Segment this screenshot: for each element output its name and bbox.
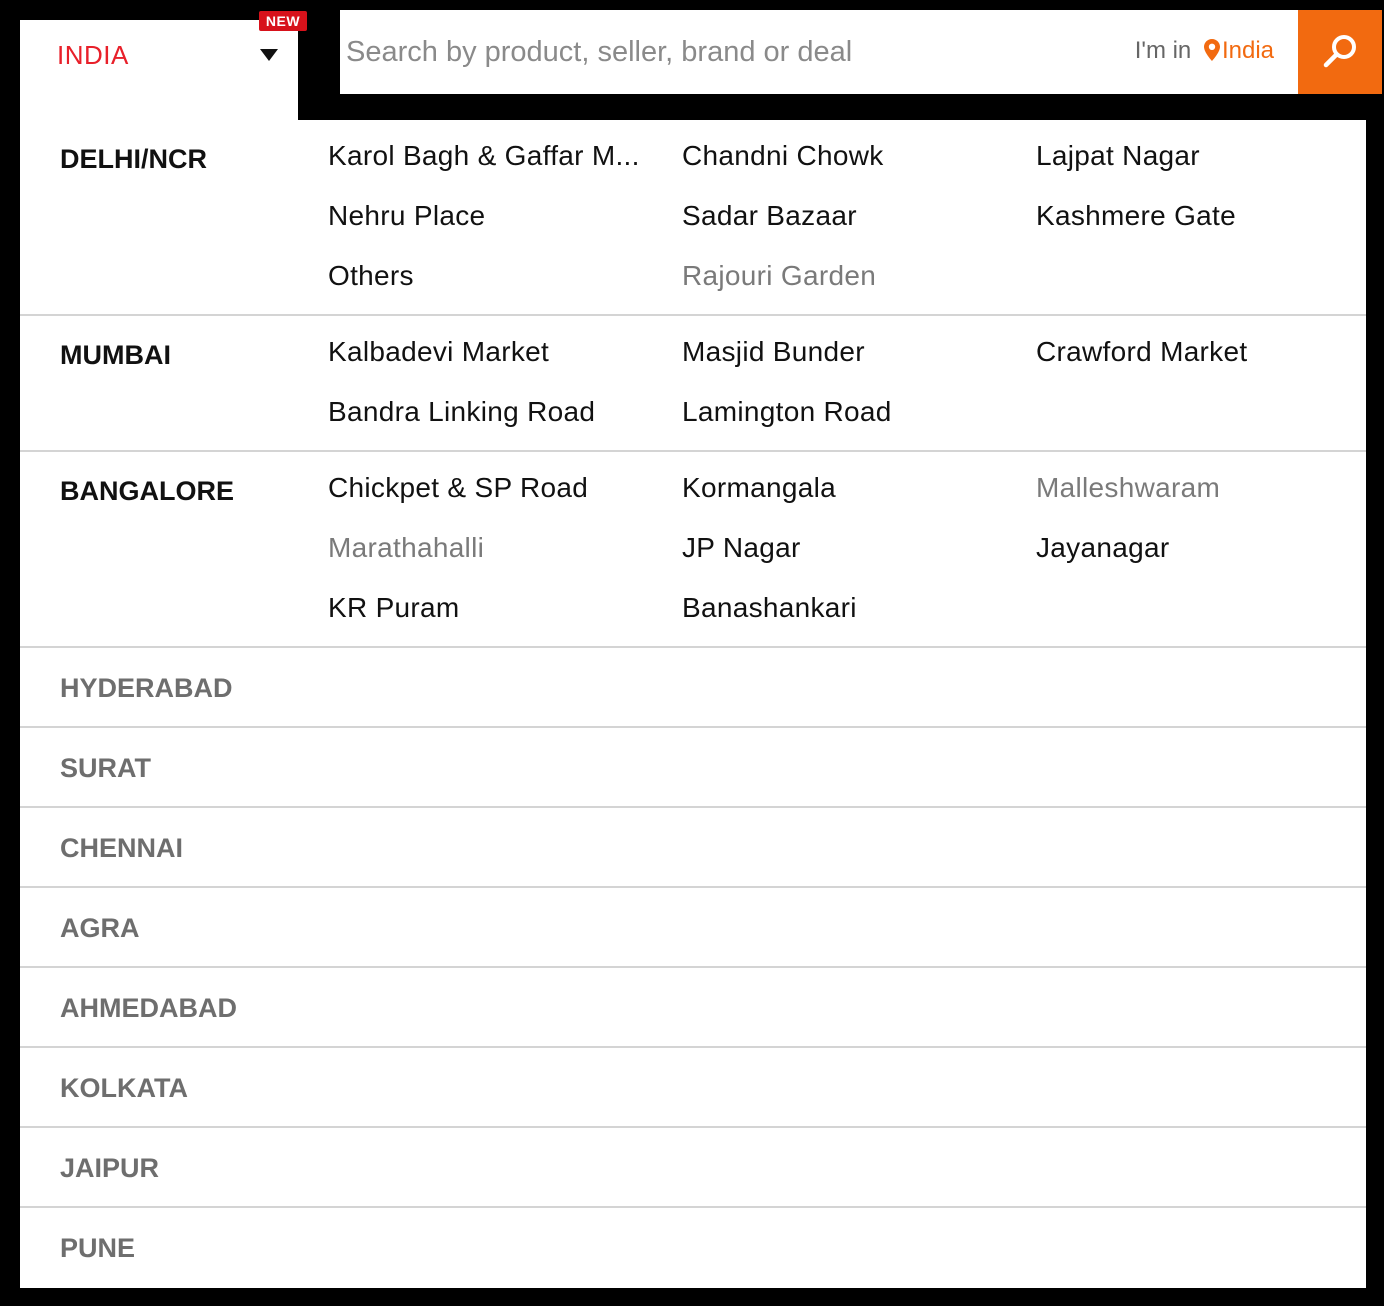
region-title: PUNE bbox=[60, 1233, 136, 1263]
area-link[interactable]: Kashmere Gate bbox=[1036, 200, 1236, 231]
area-list bbox=[328, 472, 1368, 652]
region-title: KOLKATA bbox=[60, 1073, 188, 1103]
region-ahmedabad[interactable] bbox=[20, 968, 1366, 1048]
area-link[interactable]: Chickpet & SP Road bbox=[328, 472, 589, 503]
area-link[interactable]: Lajpat Nagar bbox=[1036, 140, 1200, 171]
area-link[interactable]: Lamington Road bbox=[682, 396, 892, 427]
region-kolkata[interactable] bbox=[20, 1048, 1366, 1128]
area-link[interactable]: Rajouri Garden bbox=[682, 260, 877, 291]
location-pin-icon bbox=[1204, 39, 1220, 68]
region-title: AHMEDABAD bbox=[60, 993, 237, 1023]
region-jaipur[interactable] bbox=[20, 1128, 1366, 1208]
search-input[interactable] bbox=[346, 10, 1106, 94]
search-button[interactable] bbox=[1298, 10, 1382, 94]
area-link[interactable]: Masjid Bunder bbox=[682, 336, 865, 367]
area-link[interactable]: Jayanagar bbox=[1036, 532, 1170, 563]
region-pune[interactable] bbox=[20, 1208, 1366, 1288]
country-select[interactable] bbox=[20, 20, 298, 120]
region-title: JAIPUR bbox=[60, 1153, 160, 1183]
region-title[interactable]: BANGALORE bbox=[60, 476, 234, 506]
area-list bbox=[328, 140, 1368, 320]
area-link[interactable]: Others bbox=[328, 260, 414, 291]
search-icon bbox=[1323, 33, 1359, 69]
area-link[interactable]: Crawford Market bbox=[1036, 336, 1248, 367]
region-title: SURAT bbox=[60, 753, 151, 783]
area-link[interactable]: Malleshwaram bbox=[1036, 472, 1221, 503]
area-link[interactable]: JP Nagar bbox=[682, 532, 801, 563]
area-link[interactable]: Banashankari bbox=[682, 592, 857, 623]
region-mumbai bbox=[20, 316, 1366, 452]
caret-down-icon bbox=[260, 49, 278, 61]
location-prefix: I'm in bbox=[1134, 37, 1192, 64]
area-list bbox=[328, 336, 1368, 456]
new-badge: NEW bbox=[259, 11, 307, 31]
area-link[interactable]: Karol Bagh & Gaffar M... bbox=[328, 140, 640, 171]
area-link[interactable]: Kalbadevi Market bbox=[328, 336, 550, 367]
region-hyderabad[interactable] bbox=[20, 648, 1366, 728]
region-title[interactable]: MUMBAI bbox=[60, 340, 171, 370]
area-link[interactable]: Kormangala bbox=[682, 472, 836, 503]
region-title[interactable]: DELHI/NCR bbox=[60, 144, 207, 174]
location-selector[interactable] bbox=[1135, 37, 1274, 68]
region-title: CHENNAI bbox=[60, 833, 184, 863]
city-dropdown-panel bbox=[20, 120, 1366, 1288]
region-surat[interactable] bbox=[20, 728, 1366, 808]
region-bangalore bbox=[20, 452, 1366, 648]
area-link[interactable]: KR Puram bbox=[328, 592, 460, 623]
region-delhi-ncr bbox=[20, 120, 1366, 316]
country-select-label: INDIA bbox=[57, 40, 129, 70]
area-link[interactable]: Marathahalli bbox=[328, 532, 485, 563]
area-link[interactable]: Bandra Linking Road bbox=[328, 396, 596, 427]
area-link[interactable]: Sadar Bazaar bbox=[682, 200, 857, 231]
search-box bbox=[340, 10, 1298, 94]
region-chennai[interactable] bbox=[20, 808, 1366, 888]
region-title: AGRA bbox=[60, 913, 140, 943]
area-link[interactable]: Nehru Place bbox=[328, 200, 486, 231]
area-link[interactable]: Chandni Chowk bbox=[682, 140, 884, 171]
region-title: HYDERABAD bbox=[60, 673, 233, 703]
location-value: India bbox=[1221, 37, 1274, 64]
region-agra[interactable] bbox=[20, 888, 1366, 968]
